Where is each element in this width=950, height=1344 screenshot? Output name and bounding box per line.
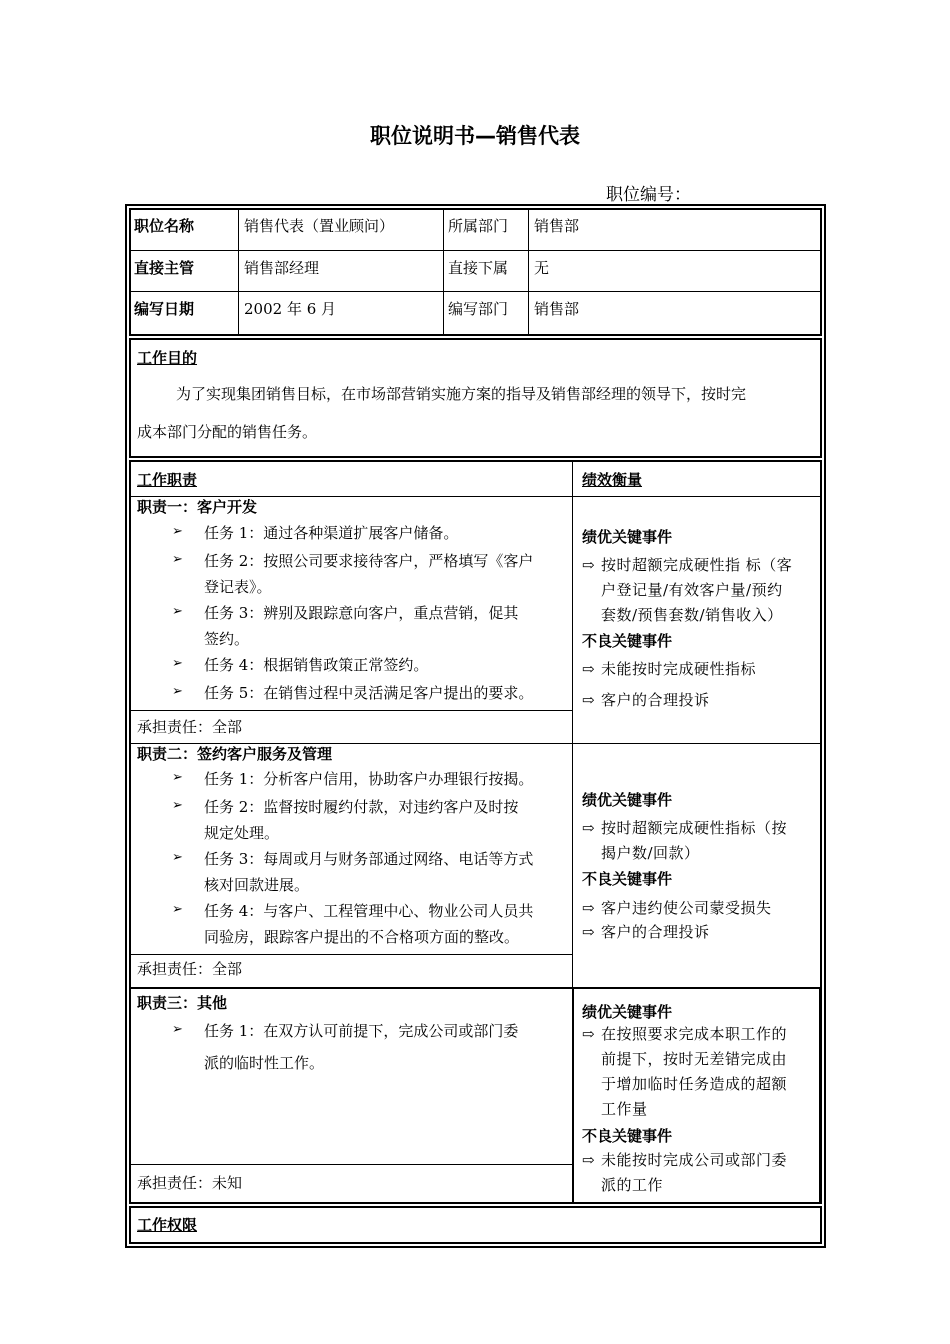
duty2-task1: 任务 1：分析客户信用，协助客户办理银行按揭。 <box>204 770 534 788</box>
duty2-task2: 任务 2：监督按时履约付款，对违约客户及时按 <box>204 798 519 816</box>
bullet-arrow-icon: ➢ <box>172 850 183 865</box>
duty1-responsibility: 承担责任：全部 <box>137 718 243 736</box>
duty2-task4: 任务 4：与客户、工程管理中心、物业公司人员共 <box>204 902 534 920</box>
value-position-name: 销售代表（置业顾问） <box>244 217 395 235</box>
purpose-text-1: 为了实现集团销售目标，在市场部营销实施方案的指导及销售部经理的领导下，按时完 <box>176 385 747 403</box>
kpi-arrow-icon: ⇨ <box>582 819 596 837</box>
duty3-good-2: 前提下，按时无差错完成由 <box>601 1050 788 1068</box>
bullet-arrow-icon: ➢ <box>172 552 183 567</box>
duty1-bad-1: 未能按时完成硬性指标 <box>601 660 757 678</box>
duty3-good-3: 于增加临时任务造成的超额 <box>601 1075 788 1093</box>
duty1-task2: 任务 2：按照公司要求接待客户，严格填写《客户 <box>204 552 534 570</box>
duty1-task1: 任务 1：通过各种渠道扩展客户储备。 <box>204 524 459 542</box>
duty2-good-1: 按时超额完成硬性指标（按 <box>601 819 788 837</box>
bullet-arrow-icon: ➢ <box>172 656 183 671</box>
kpi-header: 绩效衡量 <box>582 471 643 489</box>
duty1-good-3: 套数/预售套数/销售收入） <box>601 606 783 624</box>
duty2-bad-1: 客户违约使公司蒙受损失 <box>601 899 772 917</box>
page-title: 职位说明书—销售代表 <box>370 124 580 148</box>
bullet-arrow-icon: ➢ <box>172 1022 183 1037</box>
bullet-arrow-icon: ➢ <box>172 770 183 785</box>
duty1-task3: 任务 3：辨别及跟踪意向客户，重点营销，促其 <box>204 604 519 622</box>
duty2-bad-heading: 不良关键事件 <box>582 870 673 888</box>
duty1-good-heading: 绩优关键事件 <box>582 528 673 546</box>
duty3-title: 职责三：其他 <box>137 994 228 1012</box>
bullet-arrow-icon: ➢ <box>172 524 183 539</box>
duty1-bad-2: 客户的合理投诉 <box>601 691 710 709</box>
duty1-bad-heading: 不良关键事件 <box>582 632 673 650</box>
purpose-heading: 工作目的 <box>137 349 198 367</box>
duty2-responsibility: 承担责任：全部 <box>137 960 243 978</box>
bullet-arrow-icon: ➢ <box>172 684 183 699</box>
label-author-dept: 编写部门 <box>448 300 509 318</box>
label-department: 所属部门 <box>448 217 509 235</box>
duty1-good-1: 按时超额完成硬性指 标（客 <box>601 556 793 574</box>
duty3-responsibility: 承担责任：未知 <box>137 1174 243 1192</box>
kpi-arrow-icon: ⇨ <box>582 691 596 709</box>
duty3-bad-1: 未能按时完成公司或部门委 <box>601 1151 788 1169</box>
position-number <box>606 180 795 205</box>
purpose-text-2: 成本部门分配的销售任务。 <box>137 423 318 441</box>
duty3-bad-heading: 不良关键事件 <box>582 1127 673 1145</box>
duty1-task4: 任务 4：根据销售政策正常签约。 <box>204 656 429 674</box>
duty2-title: 职责二：签约客户服务及管理 <box>137 745 333 763</box>
kpi-arrow-icon: ⇨ <box>582 899 596 917</box>
value-supervisor: 销售部经理 <box>244 259 320 277</box>
duty2-task3-cont: 核对回款进展。 <box>204 876 310 894</box>
duty1-task2-cont: 登记表》。 <box>204 578 272 596</box>
label-date: 编写日期 <box>134 300 195 318</box>
label-position-name: 职位名称 <box>134 217 195 235</box>
duty3-good-1: 在按照要求完成本职工作的 <box>601 1025 788 1043</box>
duty3-task1: 任务 1：在双方认可前提下，完成公司或部门委 <box>204 1022 519 1040</box>
duty2-bad-2: 客户的合理投诉 <box>601 923 710 941</box>
bullet-arrow-icon: ➢ <box>172 902 183 917</box>
position-number-blank <box>695 188 795 205</box>
duty1-title: 职责一：客户开发 <box>137 498 258 516</box>
bullet-arrow-icon: ➢ <box>172 604 183 619</box>
kpi-arrow-icon: ⇨ <box>582 660 596 678</box>
position-number-label: 职位编号： <box>606 185 691 205</box>
duty2-task3: 任务 3：每周或月与财务部通过网络、电话等方式 <box>204 850 534 868</box>
value-author-dept: 销售部 <box>534 300 580 318</box>
value-subordinates: 无 <box>534 259 550 277</box>
duty1-good-2: 户登记量/有效客户量/预约 <box>601 581 783 599</box>
value-date: 2002 年 6 月 <box>244 300 337 318</box>
label-supervisor: 直接主管 <box>134 259 195 277</box>
duty2-task2-cont: 规定处理。 <box>204 824 280 842</box>
authority-heading: 工作权限 <box>137 1216 198 1234</box>
duty1-task5: 任务 5：在销售过程中灵活满足客户提出的要求。 <box>204 684 534 702</box>
kpi-arrow-icon: ⇨ <box>582 1151 596 1169</box>
duty3-task1-cont: 派的临时性工作。 <box>204 1054 325 1072</box>
duty1-task3-cont: 签约。 <box>204 630 250 648</box>
duties-header: 工作职责 <box>137 471 198 489</box>
duty2-good-2: 揭户数/回款） <box>601 844 700 862</box>
label-subordinates: 直接下属 <box>448 259 509 277</box>
duty3-bad-2: 派的工作 <box>601 1176 664 1194</box>
kpi-arrow-icon: ⇨ <box>582 923 596 941</box>
value-department: 销售部 <box>534 217 580 235</box>
kpi-arrow-icon: ⇨ <box>582 1025 596 1043</box>
kpi-arrow-icon: ⇨ <box>582 556 596 574</box>
bullet-arrow-icon: ➢ <box>172 798 183 813</box>
duty2-task4-cont: 同验房，跟踪客户提出的不合格项方面的整改。 <box>204 928 520 946</box>
duty3-good-4: 工作量 <box>601 1100 648 1118</box>
authority-section <box>129 1206 822 1244</box>
duty3-good-heading: 绩优关键事件 <box>582 1003 673 1021</box>
duty2-good-heading: 绩优关键事件 <box>582 791 673 809</box>
